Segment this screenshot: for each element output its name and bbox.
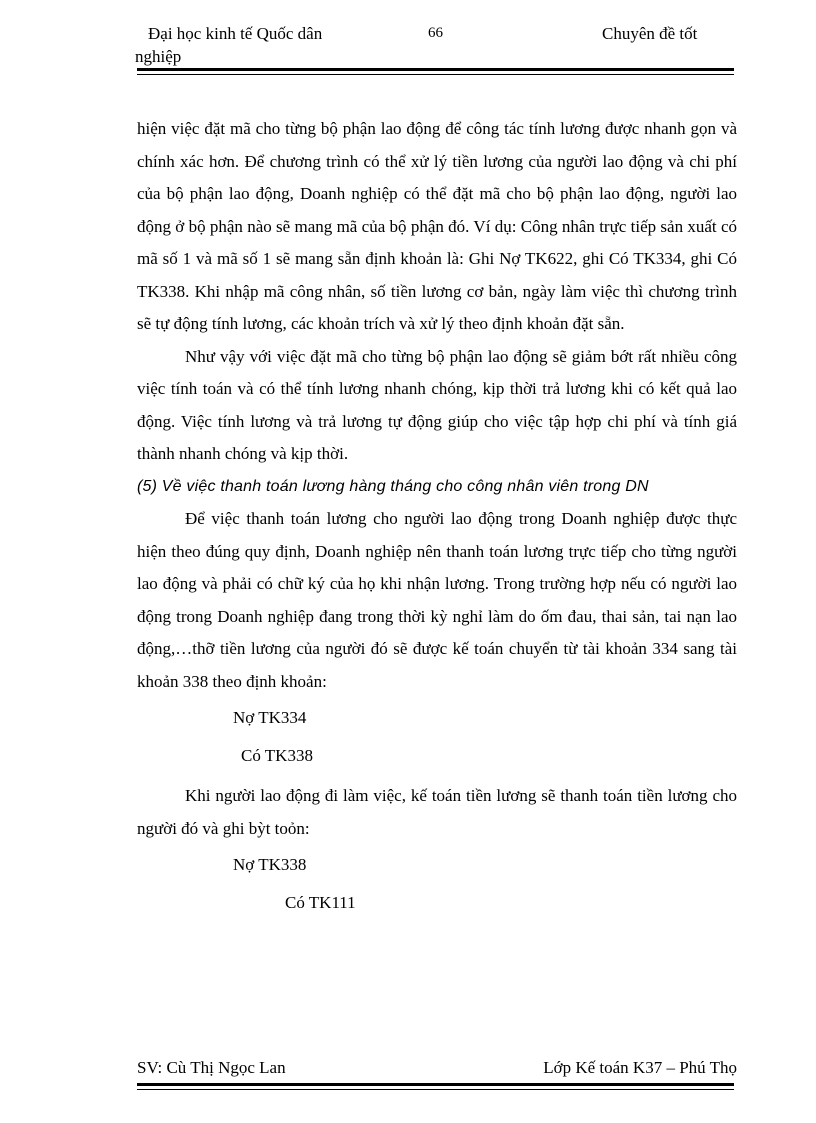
footer-student: SV: Cù Thị Ngọc Lan: [137, 1058, 286, 1077]
footer-rule-thick: [137, 1083, 734, 1086]
header-rule-thick: [137, 68, 734, 71]
journal-entry-2-debit: Nợ TK338: [233, 855, 307, 874]
footer-rule-thin: [137, 1089, 734, 1090]
paragraph-4: Khi người lao động đi làm việc, kế toán tiền lương sẽ thanh toán tiền lương cho người đó và ghi bỳt toỏn:: [137, 786, 737, 838]
paragraph-3: Để việc thanh toán lương cho người lao động trong Doanh nghiệp được thực hiện theo đúng quy định, Doanh nghiệp nên thanh toán lương trực tiếp cho từng người lao động và phải có chữ ký của họ khi nhận lương. Trong trường hợp nếu có người lao động trong Doanh nghiệp đang trong thời kỳ nghỉ làm do ốm đau, thai sản, tai nạn lao động,…thỡ tiền lương của người đó sẽ được kế toán chuyển từ tài khoản 334 sang tài khoản 338 theo định khoản:: [137, 509, 737, 691]
journal-entry-1-debit: Nợ TK334: [233, 708, 307, 727]
section-heading: (5) Về việc thanh toán lương hàng tháng cho công nhân viên trong DN: [137, 477, 649, 495]
header-thesis-title: Chuyên đề tốt: [602, 24, 698, 43]
header-university-wrap: nghiệp: [135, 47, 182, 66]
page-number: 66: [428, 25, 443, 41]
paragraph-1: hiện việc đặt mã cho từng bộ phận lao động để công tác tính lương được nhanh gọn và chính xác hơn. Để chương trình có thể xử lý tiền lương của người lao động và chi phí của bộ phận lao động, Doanh nghiệp có thể đặt mã cho bộ phận lao động, người lao động ở bộ phận nào sẽ mang mã của bộ phận đó. Ví dụ: Công nhân trực tiếp sản xuất có mã số 1 và mã số 1 sẽ mang sẵn định khoản là: Ghi Nợ TK622, ghi Có TK334, ghi Có TK338. Khi nhập mã công nhân, số tiền lương cơ bản, ngày làm việc thì chương trình sẽ tự động tính lương, các khoản trích và xử lý theo định khoản đặt sẵn.: [137, 119, 737, 333]
paragraph-2: Như vậy với việc đặt mã cho từng bộ phận lao động sẽ giảm bớt rất nhiều công việc tính toán và có thể tính lương nhanh chóng, kịp thời trả lương khi có kết quả lao động. Việc tính lương và trả lương tự động giúp cho việc tập hợp chi phí và tính giá thành nhanh chóng và kịp thời.: [137, 346, 737, 463]
header-rule-thin: [137, 74, 734, 75]
header-university: Đại học kinh tế Quốc dân: [148, 24, 323, 43]
journal-entry-2-credit: Có TK111: [285, 893, 356, 912]
journal-entry-1-credit: Có TK338: [241, 746, 313, 765]
page-body: [137, 113, 737, 915]
footer-class: Lớp Kế toán K37 – Phú Thọ: [543, 1058, 737, 1077]
